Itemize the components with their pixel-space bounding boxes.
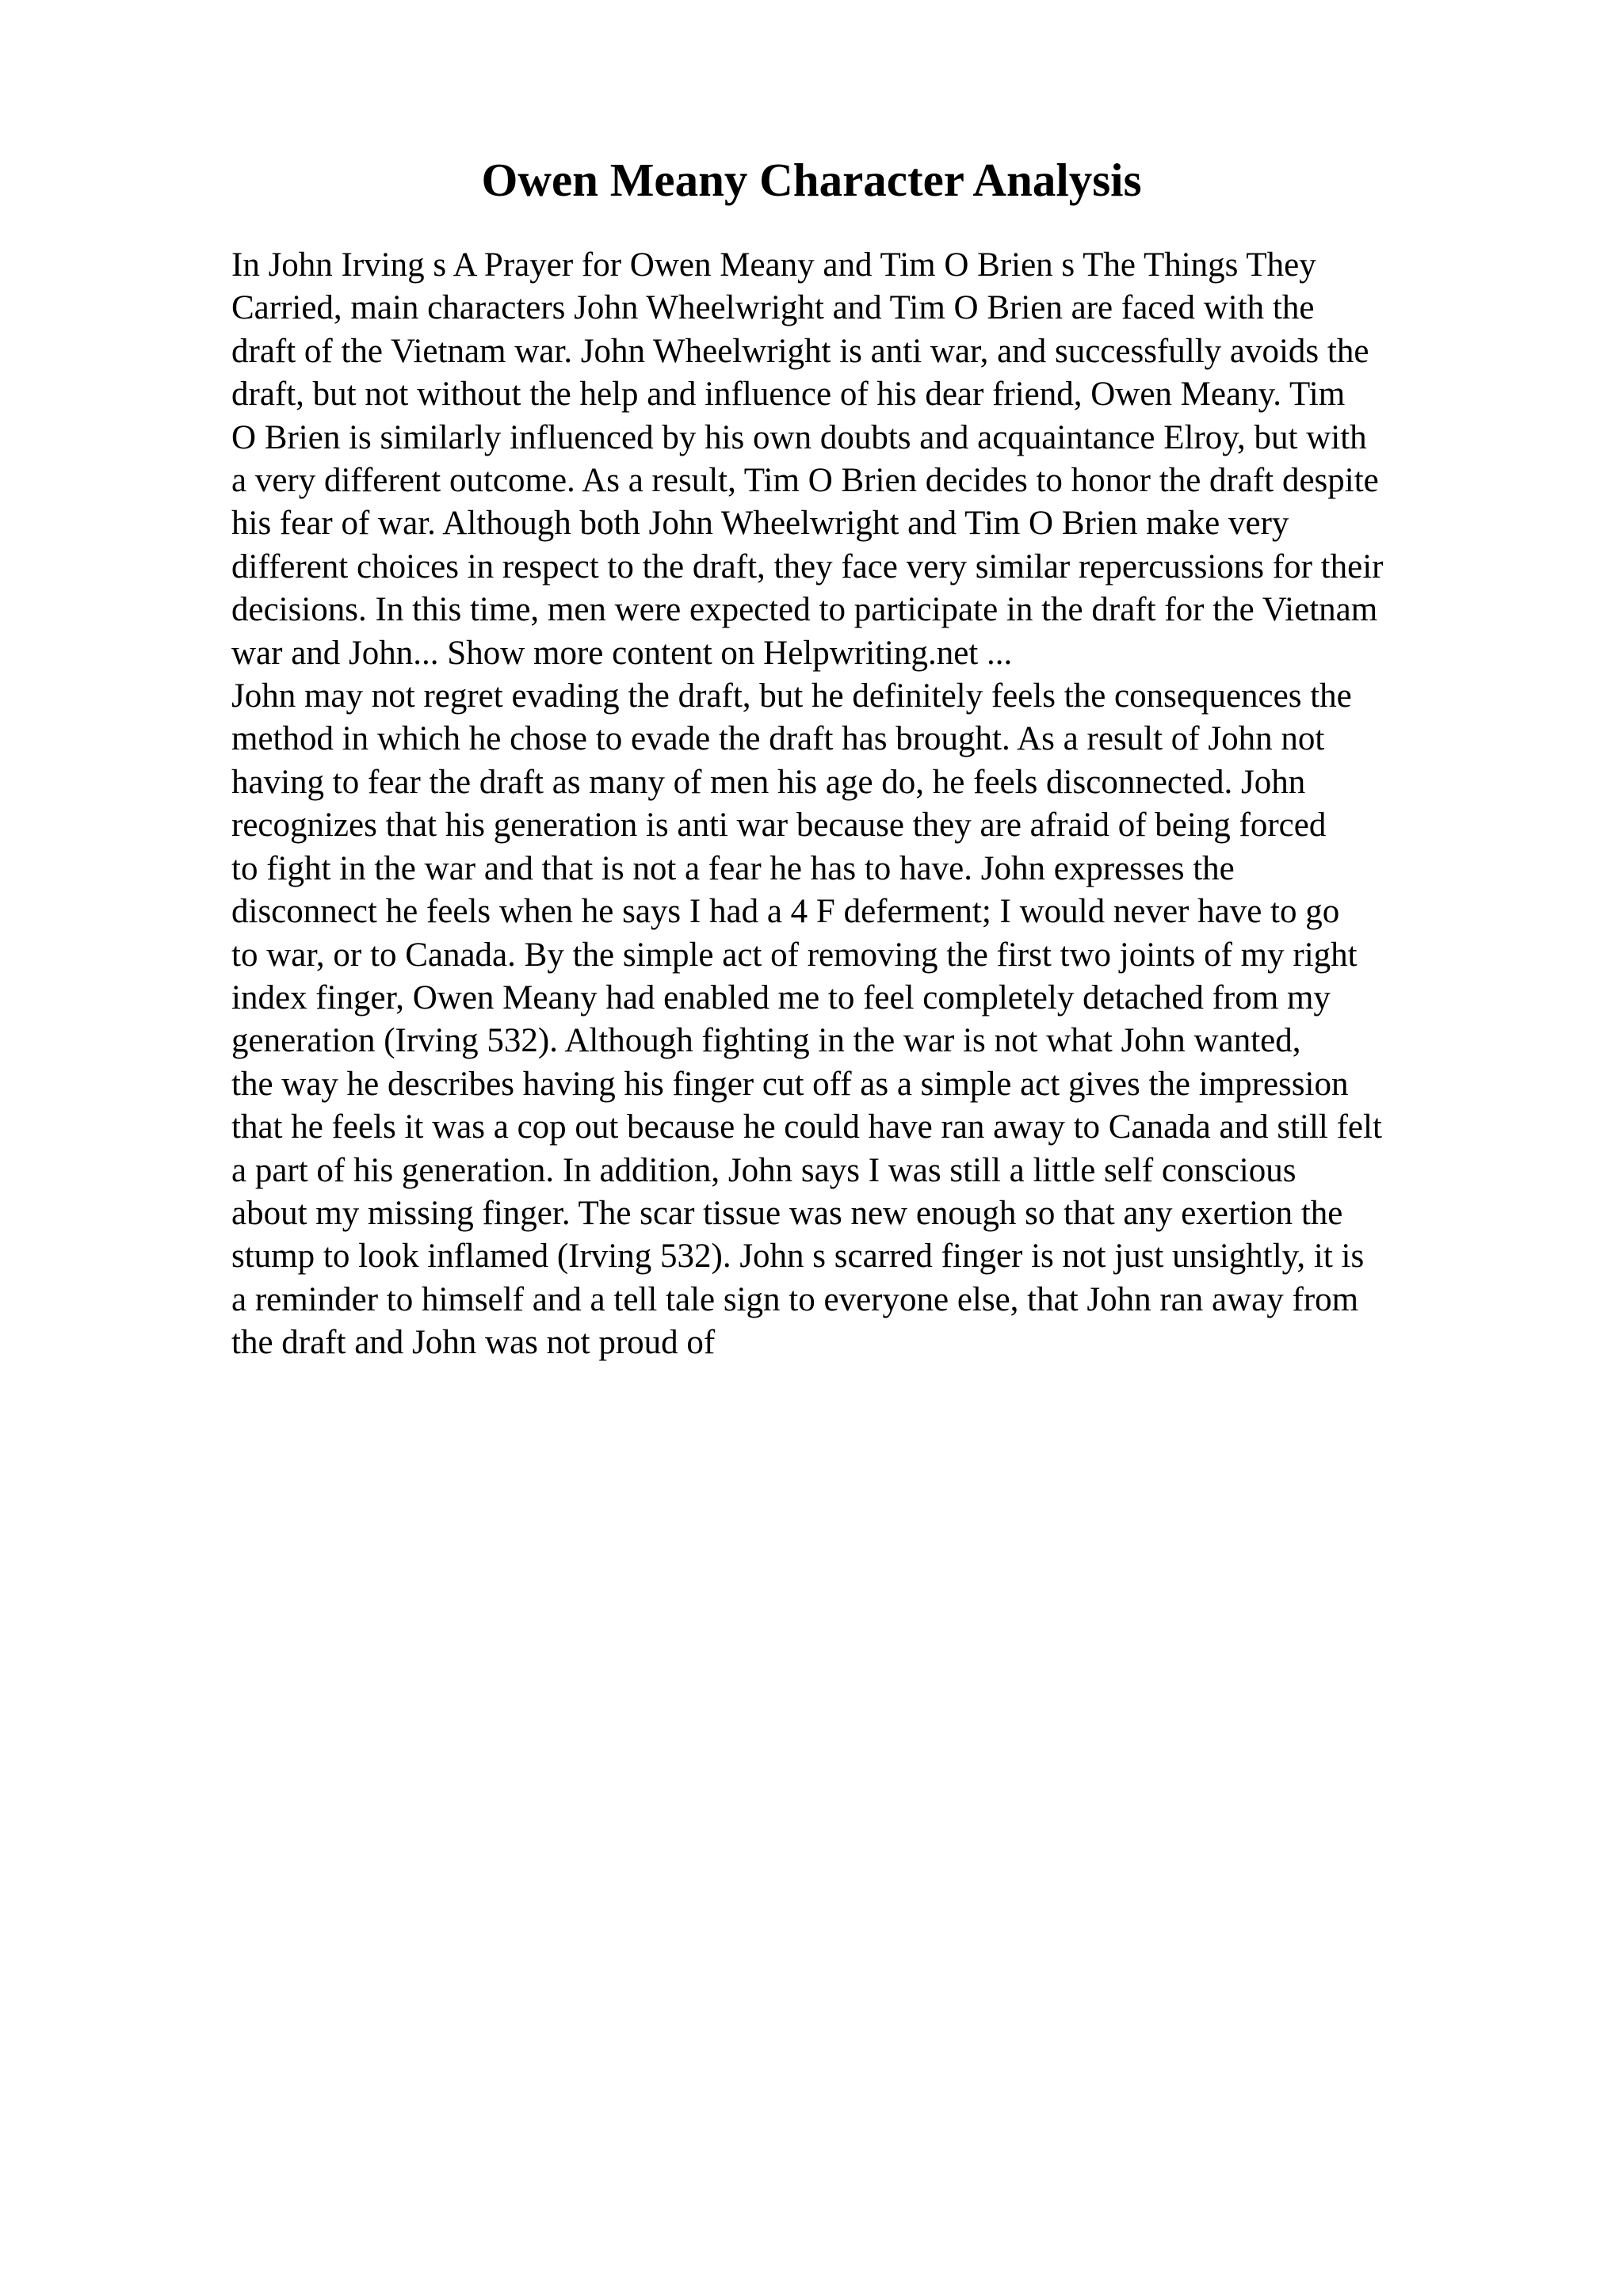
- text-line: John may not regret evading the draft, but he definitely feels the consequences the: [231, 677, 1352, 715]
- text-line: stump to look inflamed (Irving 532). John s scarred finger is not just unsightly, it is: [231, 1238, 1365, 1276]
- text-line: a very different outcome. As a result, Tim O Brien decides to honor the draft despite: [231, 462, 1379, 500]
- text-line: the draft and John was not proud of: [231, 1324, 716, 1362]
- text-line: to fight in the war and that is not a fear he has to have. John expresses the: [231, 849, 1235, 887]
- text-line: disconnect he feels when he says I had a 4 F deferment; I would never have to go: [231, 893, 1340, 931]
- page-title: Owen Meany Character Analysis: [481, 154, 1142, 206]
- text-line: that he feels it was a cop out because he could have ran away to Canada and still felt: [231, 1108, 1382, 1146]
- text-line: In John Irving s A Prayer for Owen Meany and Tim O Brien s The Things They: [231, 246, 1316, 284]
- text-line: method in which he chose to evade the draft has brought. As a result of John not: [231, 720, 1325, 758]
- text-line: a part of his generation. In addition, John says I was still a little self conscious: [231, 1151, 1296, 1189]
- essay-body: [231, 244, 1499, 1365]
- text-line: war and John... Show more content on Helpwriting.net ...: [231, 634, 1013, 672]
- text-line: having to fear the draft as many of men his age do, he feels disconnected. John: [231, 763, 1306, 801]
- text-line: his fear of war. Although both John Wheelwright and Tim O Brien make very: [231, 505, 1289, 543]
- text-line: draft of the Vietnam war. John Wheelwright is anti war, and successfully avoids the: [231, 332, 1369, 370]
- text-line: generation (Irving 532). Although fighting in the war is not what John wanted,: [231, 1022, 1301, 1060]
- text-line: a reminder to himself and a tell tale sign to everyone else, that John ran away from: [231, 1280, 1359, 1318]
- text-line: different choices in respect to the draft, they face very similar repercussions for their: [231, 547, 1384, 585]
- text-line: decisions. In this time, men were expected to participate in the draft for the Vietnam: [231, 591, 1378, 629]
- text-line: the way he describes having his finger cut off as a simple act gives the impression: [231, 1065, 1349, 1103]
- text-line: draft, but not without the help and influence of his dear friend, Owen Meany. Tim: [231, 376, 1346, 414]
- text-line: Carried, main characters John Wheelwright and Tim O Brien are faced with the: [231, 289, 1315, 327]
- text-line: O Brien is similarly influenced by his own doubts and acquaintance Elroy, but with: [231, 418, 1367, 456]
- text-line: index finger, Owen Meany had enabled me to feel completely detached from my: [231, 978, 1331, 1016]
- text-line: recognizes that his generation is anti war because they are afraid of being forced: [231, 807, 1327, 845]
- text-line: about my missing finger. The scar tissue was new enough so that any exertion the: [231, 1194, 1343, 1232]
- text-line: to war, or to Canada. By the simple act of removing the first two joints of my right: [231, 936, 1358, 974]
